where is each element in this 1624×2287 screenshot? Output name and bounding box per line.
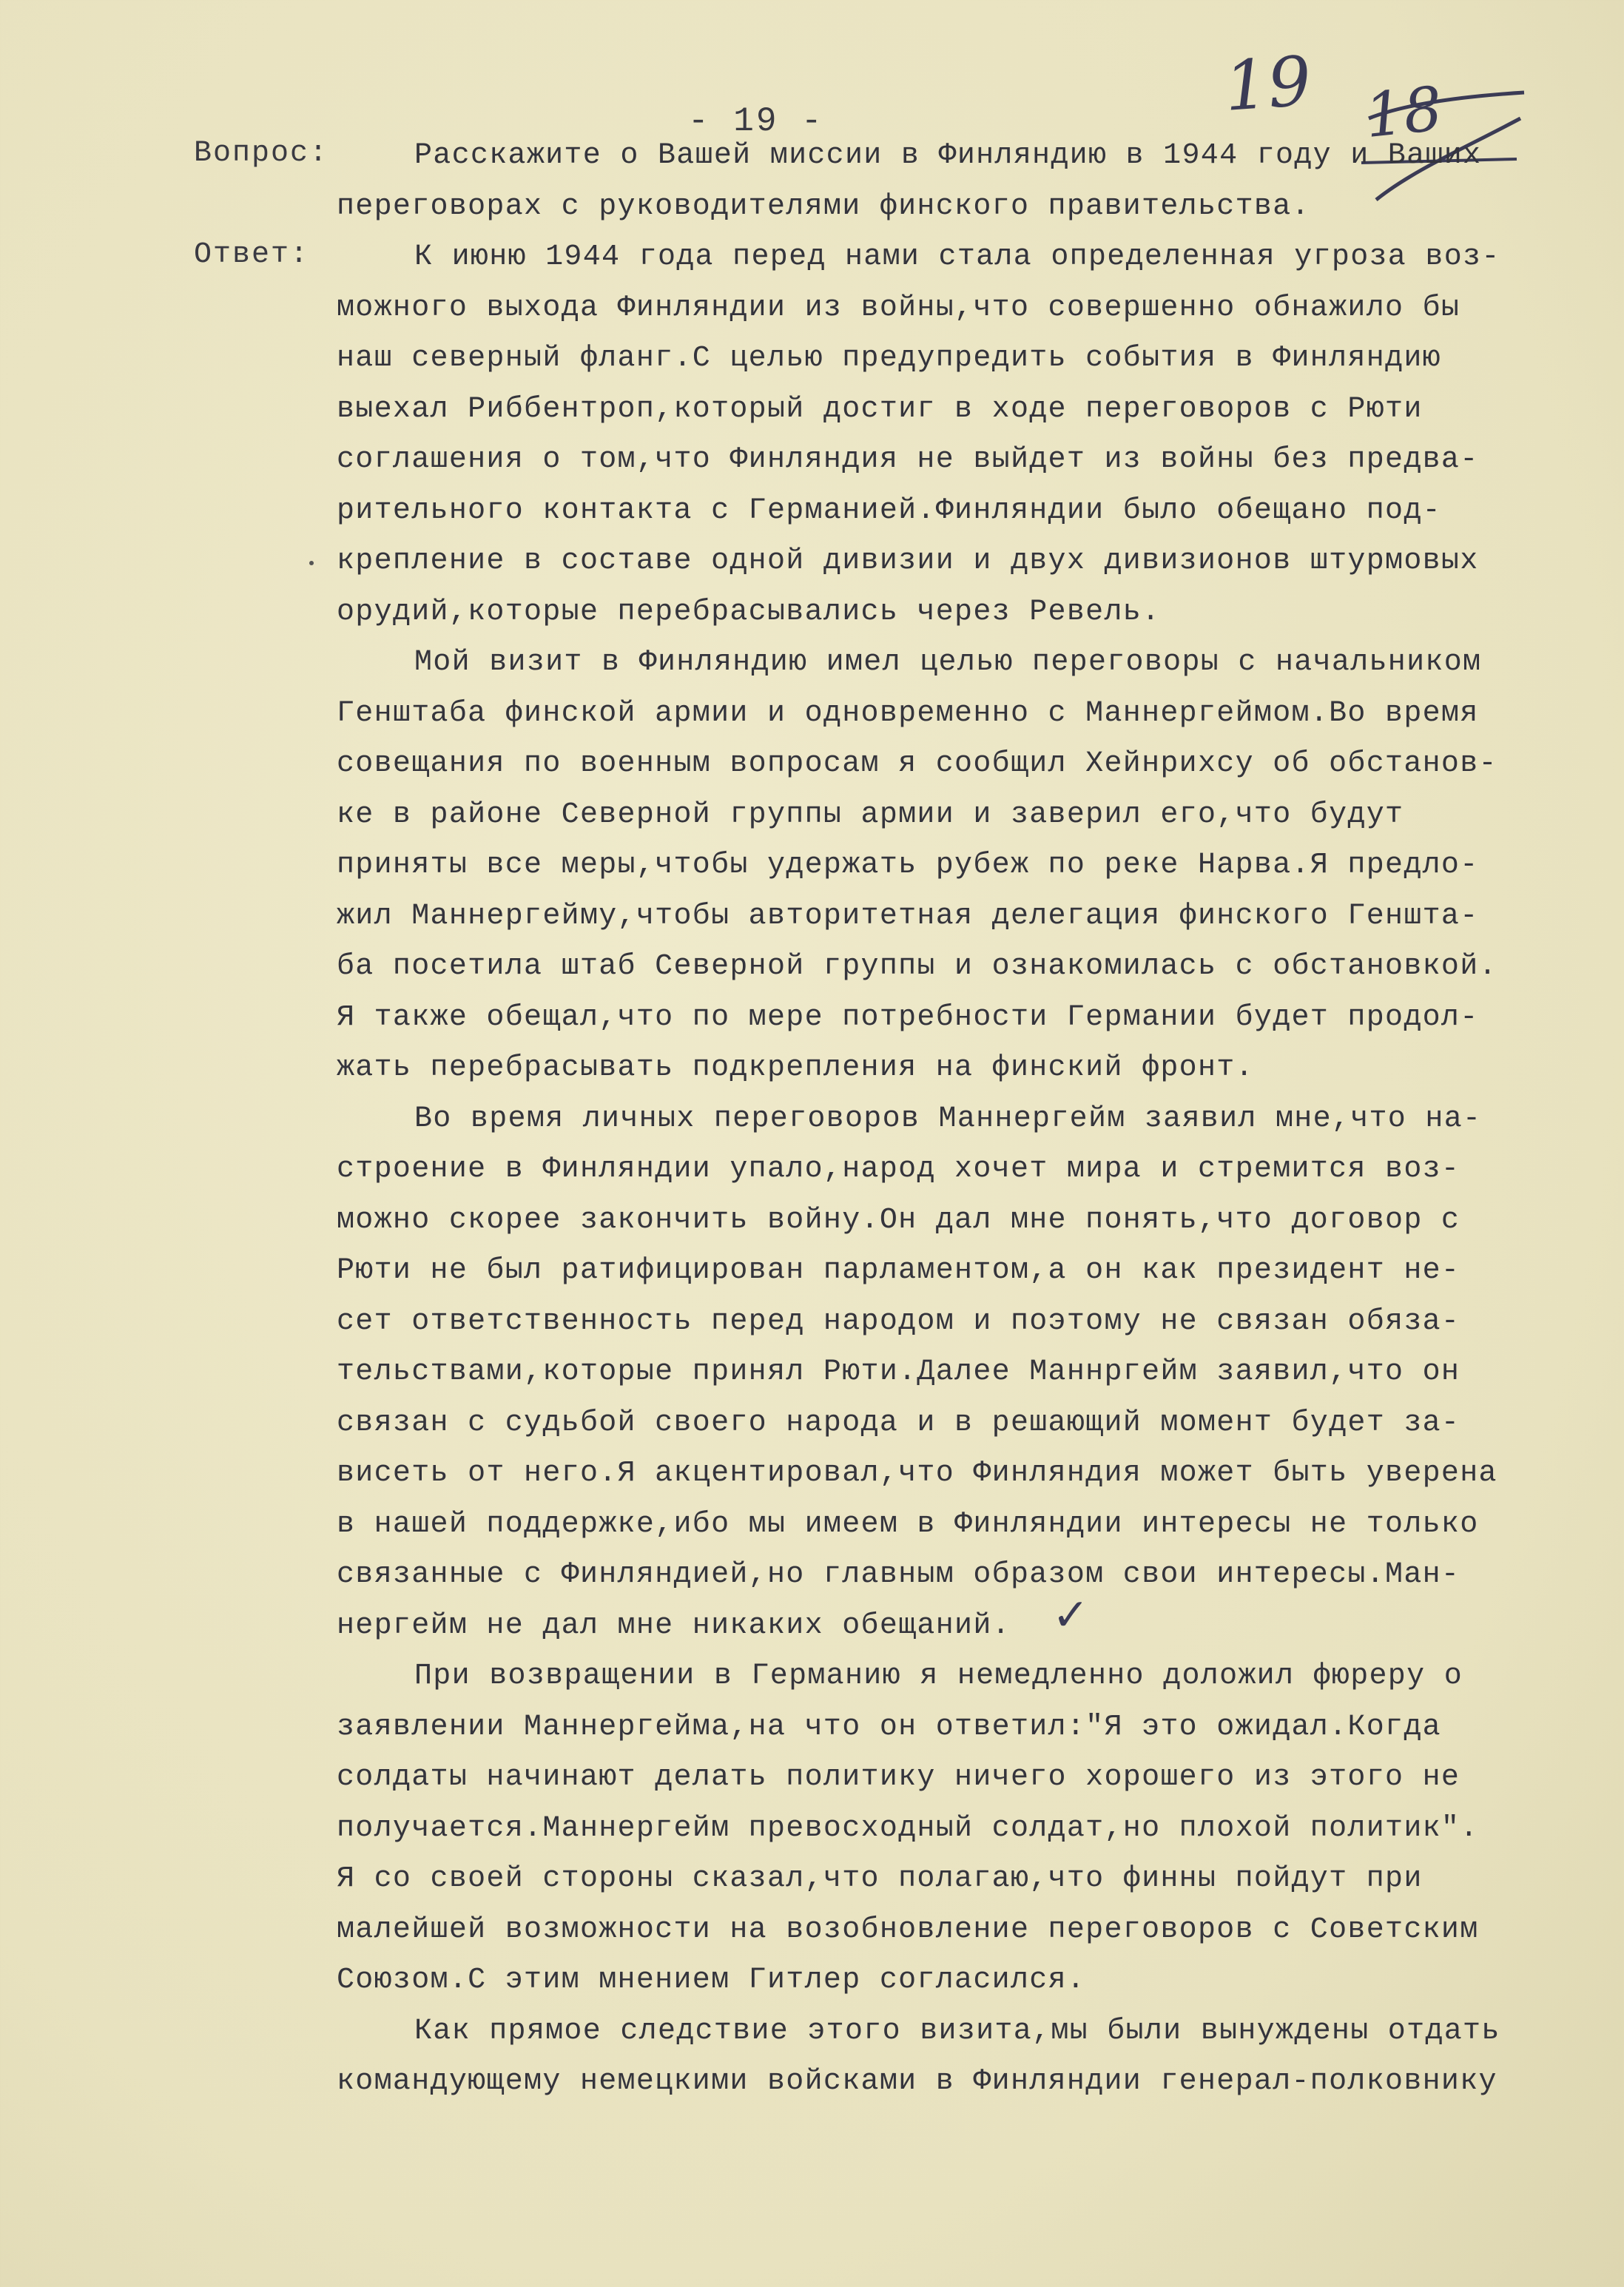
text-line: связанные с Финляндией,но главным образом свои интересы.Ман- bbox=[337, 1558, 1460, 1592]
text-line: связан с судьбой своего народа и в решающий момент будет за- bbox=[337, 1407, 1460, 1440]
text-line: солдаты начинают делать политику ничего хорошего из этого не bbox=[337, 1761, 1460, 1794]
text-line: нергейм не дал мне никаких обещаний. bbox=[337, 1609, 1011, 1643]
text-line: командующему немецкими войсками в Финляндии генерал-полковнику bbox=[337, 2065, 1497, 2098]
text-line: висеть от него.Я акцентировал,что Финляндия может быть уверена bbox=[337, 1457, 1497, 1490]
text-line: приняты все меры,чтобы удержать рубеж по реке Нарва.Я предло- bbox=[337, 849, 1479, 882]
text-line: Рюти не был ратифицирован парламентом,а он как президент не- bbox=[337, 1254, 1460, 1287]
text-line: совещания по военным вопросам я сообщил Хейнрихсу об обстанов- bbox=[337, 747, 1497, 781]
text-line: можного выхода Финляндии из войны,что совершенно обнажило бы bbox=[337, 292, 1460, 325]
text-line: К июню 1944 года перед нами стала определенная угроза воз- bbox=[414, 240, 1500, 274]
text-line: выехал Риббентроп,который достиг в ходе переговоров с Рюти bbox=[337, 393, 1423, 426]
text-line: соглашения о том,что Финляндия не выйдет из войны без предва- bbox=[337, 443, 1479, 476]
text-line: крепление в составе одной дивизии и двух дивизионов штурмовых bbox=[337, 545, 1479, 578]
text-line: Союзом.С этим мнением Гитлер согласился. bbox=[337, 1964, 1086, 1997]
text-line: При возвращении в Германию я немедленно доложил фюреру о bbox=[414, 1660, 1463, 1693]
text-line: можно скорее закончить войну.Он дал мне понять,что договор с bbox=[337, 1204, 1460, 1237]
question-label: Вопрос: bbox=[194, 137, 329, 170]
text-line: Во время личных переговоров Маннергейм заявил мне,что на- bbox=[414, 1102, 1482, 1136]
text-line: наш северный фланг.С целью предупредить события в Финляндию bbox=[337, 342, 1441, 375]
ink-dot-icon bbox=[309, 561, 314, 565]
text-line: сет ответственность перед народом и поэтому не связан обяза- bbox=[337, 1305, 1460, 1338]
text-line: переговорах с руководителями финского правительства. bbox=[337, 190, 1310, 223]
check-mark-icon: ✓ bbox=[1052, 1589, 1090, 1641]
text-line: рительного контакта с Германией.Финляндии было обещано под- bbox=[337, 494, 1441, 528]
page-number: - 19 - bbox=[688, 102, 824, 141]
text-line: жать перебрасывать подкрепления на финский фронт. bbox=[337, 1051, 1254, 1085]
text-line: жил Маннергейму,чтобы авторитетная делегация финского Генштa- bbox=[337, 900, 1479, 933]
text-line: Генштаба финской армии и одновременно с Маннергеймом.Во время bbox=[337, 697, 1479, 730]
text-line: ке в районе Северной группы армии и заверил его,что будут bbox=[337, 798, 1404, 832]
handwritten-folio-number: 19 bbox=[1222, 41, 1314, 127]
text-line: Я со своей стороны сказал,что полагаю,что финны пойдут при bbox=[337, 1862, 1423, 1896]
text-line: в нашей поддержке,ибо мы имеем в Финляндии интересы не только bbox=[337, 1508, 1479, 1541]
text-line: заявлении Маннергейма,на что он ответил:"Я это ожидал.Когда bbox=[337, 1711, 1441, 1744]
text-line: строение в Финляндии упало,народ хочет мира и стремится воз- bbox=[337, 1153, 1460, 1186]
text-line: тельствами,которые принял Рюти.Далее Маннргейм заявил,что он bbox=[337, 1355, 1460, 1389]
text-line: Я также обещал,что по мере потребности Германии будет продол- bbox=[337, 1001, 1479, 1034]
text-line: ба посетила штаб Северной группы и ознакомилась с обстановкой. bbox=[337, 950, 1497, 983]
text-line: Как прямое следствие этого визита,мы были вынуждены отдать bbox=[414, 2015, 1500, 2048]
text-line: орудий,которые перебрасывались через Ревель. bbox=[337, 596, 1161, 629]
text-line: получается.Маннергейм превосходный солдат,но плохой политик". bbox=[337, 1812, 1479, 1845]
text-line: Расскажите о Вашей миссии в Финляндию в 1944 году и Ваших bbox=[414, 139, 1482, 172]
text-line: Мой визит в Финляндию имел целью переговоры с начальником bbox=[414, 646, 1482, 679]
answer-label: Ответ: bbox=[194, 238, 310, 272]
text-line: малейшей возможности на возобновление переговоров с Советским bbox=[337, 1913, 1479, 1947]
handwritten-old-folio-number: 18 bbox=[1361, 73, 1446, 152]
